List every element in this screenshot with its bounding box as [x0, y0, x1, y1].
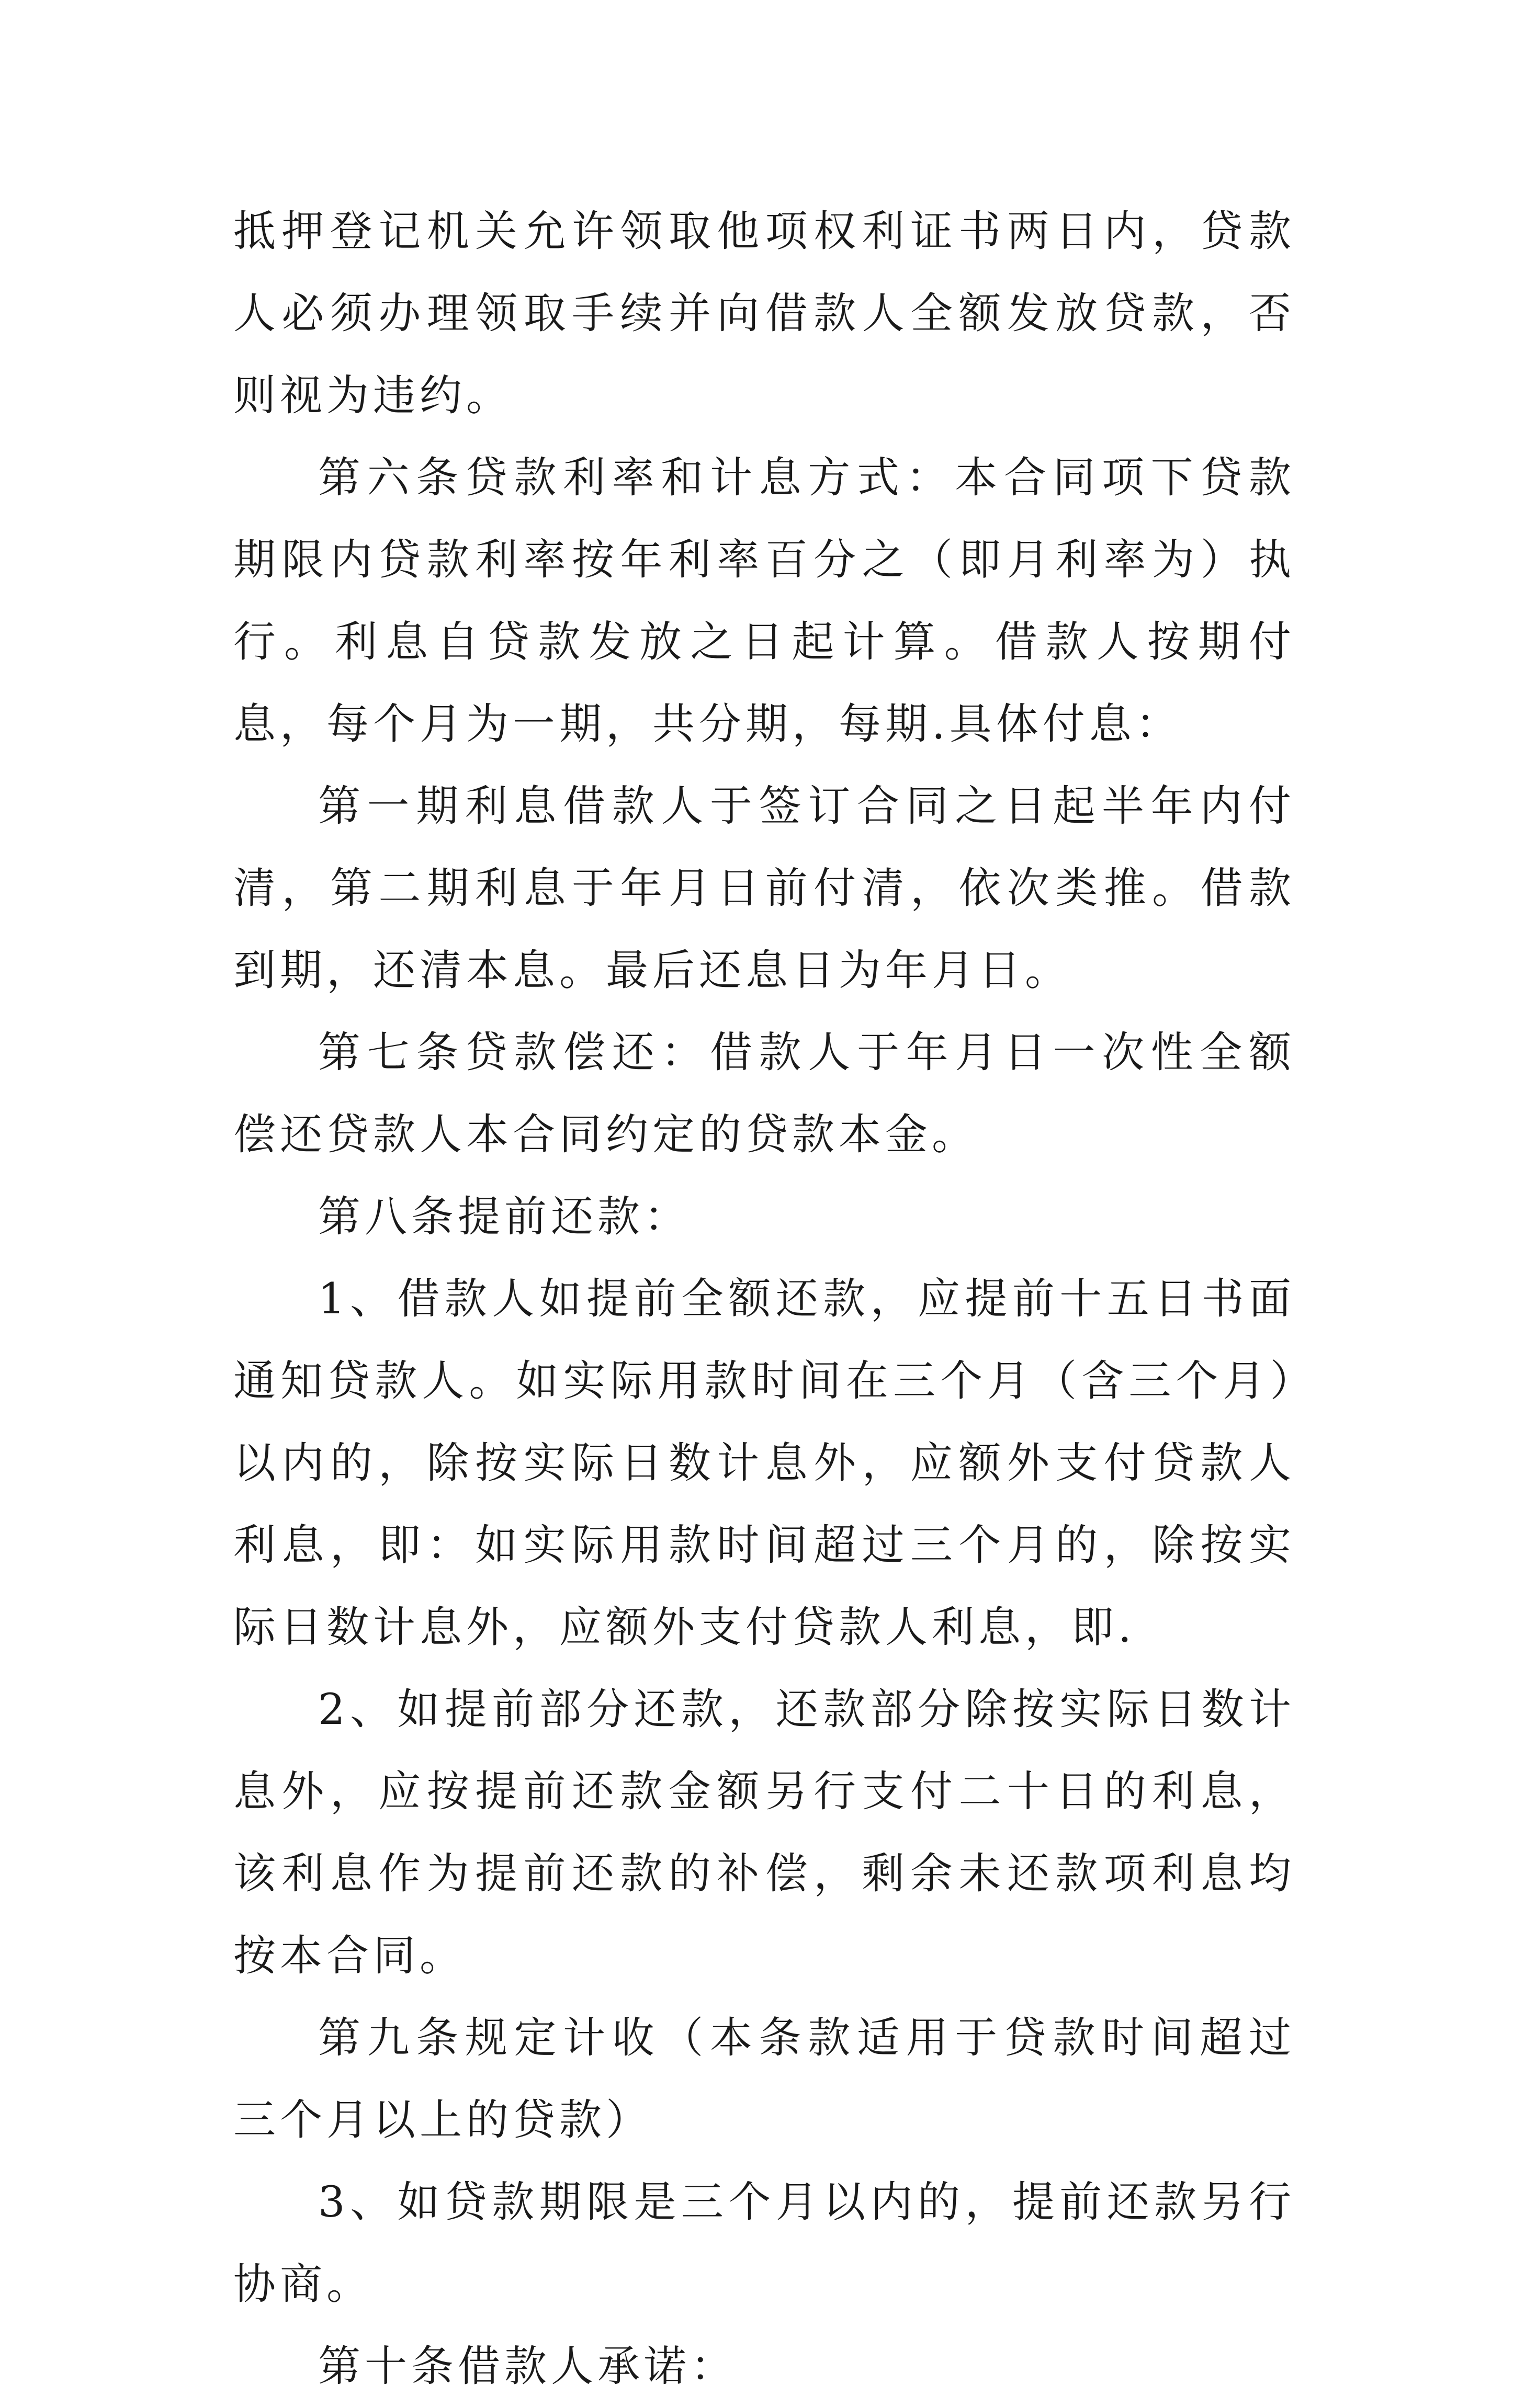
paragraph-article-7-repayment: 第七条贷款偿还：借款人于年月日一次性全额偿还贷款人本合同约定的贷款本金。 — [233, 1028, 1295, 1160]
paragraph-early-full-repayment: 1、借款人如提前全额还款，应提前十五日书面通知贷款人。如实际用款时间在三个月（含三个月）以内的，除按实际日数计息外，应额外支付贷款人利息，即：如实际用款时间超过三个月的，除按实际日数计息外，应额外支付贷款人利息，即. — [233, 1275, 1295, 1652]
paragraph-early-partial-repayment: 2、如提前部分还款，还款部分除按实际日数计息外，应按提前还款金额另行支付二十日的利息，该利息作为提前还款的补偿，剩余未还款项利息均按本合同。 — [233, 1685, 1295, 1981]
document-body — [233, 191, 1295, 2408]
paragraph-first-period-interest: 第一期利息借款人于签订合同之日起半年内付清，第二期利息于年月日前付清，依次类推。借款到期，还清本息。最后还息日为年月日。 — [233, 782, 1295, 995]
paragraph-mortgage-registration: 抵押登记机关允许领取他项权利证书两日内，贷款人必须办理领取手续并向借款人全额发放贷款，否则视为违约。 — [233, 207, 1295, 421]
paragraph-article-10-heading: 第十条借款人承诺： — [318, 2342, 738, 2391]
paragraph-article-6-interest-rate: 第六条贷款利率和计息方式：本合同项下贷款期限内贷款利率按年利率百分之（即月利率为）执行。利息自贷款发放之日起计算。借款人按期付息，每个月为一期，共分期，每期.具体付息： — [233, 453, 1295, 749]
paragraph-article-8-heading: 第八条提前还款： — [318, 1192, 691, 1242]
paragraph-article-9: 第九条规定计收（本条款适用于贷款时间超过三个月以上的贷款） — [233, 2014, 1295, 2145]
paragraph-short-term-loan: 3、如贷款期限是三个月以内的，提前还款另行协商。 — [233, 2178, 1295, 2309]
